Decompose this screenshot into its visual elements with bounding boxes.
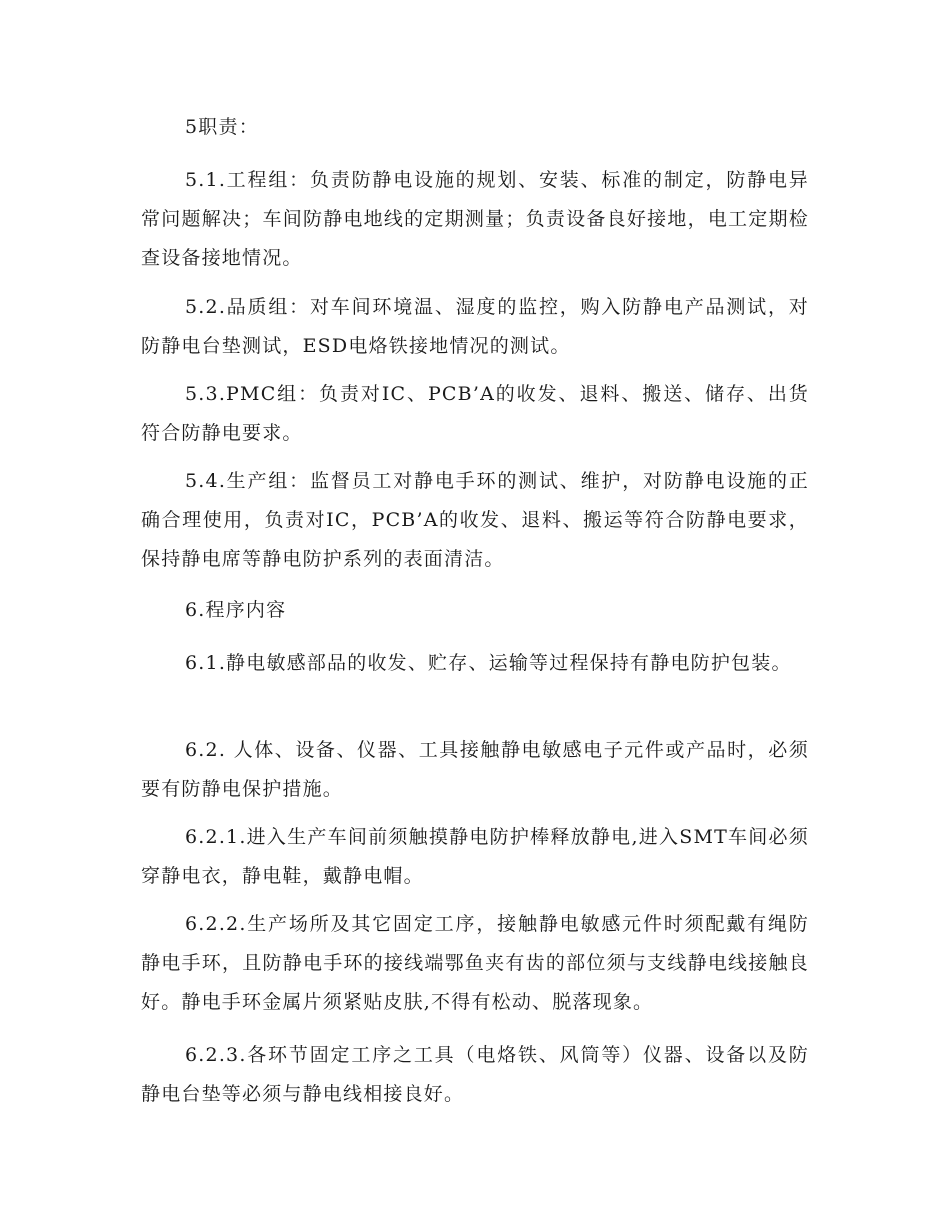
paragraph-production-group: 5.4.生产组：监督员工对静电手环的测试、维护，对防静电设施的正确合理使用，负责对IC，PCB’A的收发、退料、搬运等符合防静电要求，保持静电席等静电防护系列的表面清洁。: [141, 470, 809, 570]
paragraph-pmc-group: 5.3.PMC组：负责对IC、PCB’A的收发、退料、搬送、储存、出货符合防静电要求。: [141, 383, 809, 444]
paragraph-engineering-group: 5.1.工程组：负责防静电设施的规划、安装、标准的制定，防静电异常问题解决；车间防静电地线的定期测量；负责设备良好接地，电工定期检查设备接地情况。: [141, 169, 809, 269]
paragraph-6-2: 6.2. 人体、设备、仪器、工具接触静电敏感电子元件或产品时，必须要有防静电保护措施。: [141, 739, 809, 800]
section-heading-procedure: 6.程序内容: [185, 599, 287, 621]
paragraph-6-2-3: 6.2.3.各环节固定工序之工具（电烙铁、风筒等）仪器、设备以及防静电台垫等必须与静电线相接良好。: [141, 1044, 809, 1105]
paragraph-6-2-2: 6.2.2.生产场所及其它固定工序，接触静电敏感元件时须配戴有绳防静电手环，且防静电手环的接线端鄂鱼夹有齿的部位须与支线静电线接触良好。静电手环金属片须紧贴皮肤,不得有松动、脱落现象。: [141, 913, 809, 1013]
paragraph-quality-group: 5.2.品质组：对车间环境温、湿度的监控，购入防静电产品测试，对防静电台垫测试，ESD电烙铁接地情况的测试。: [141, 296, 809, 357]
section-heading-responsibilities: 5职责：: [185, 116, 259, 138]
paragraph-6-1: 6.1.静电敏感部品的收发、贮存、运输等过程保持有静电防护包装。: [185, 652, 792, 674]
paragraph-6-2-1: 6.2.1.进入生产车间前须触摸静电防护棒释放静电,进入SMT车间必须穿静电衣，静电鞋，戴静电帽。: [141, 826, 809, 887]
